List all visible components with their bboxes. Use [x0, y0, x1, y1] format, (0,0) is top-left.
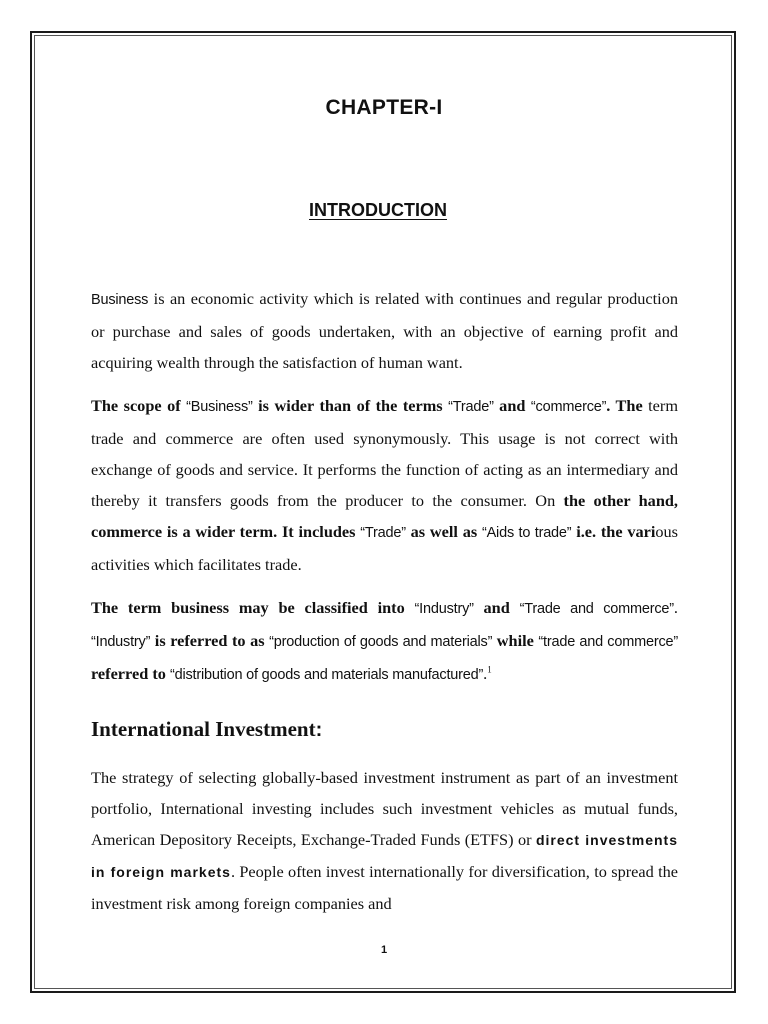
text-fragment: i.e. the vari	[571, 522, 656, 541]
text-fragment: and	[473, 598, 520, 617]
quoted-term: “distribution of goods and materials manufactured”	[169, 667, 484, 683]
heading-colon: :	[315, 719, 323, 741]
text-fragment: the other hand, commerce is a wider term. It includes	[91, 491, 678, 541]
quoted-term: “commerce”	[530, 399, 607, 415]
text-fragment: . The	[606, 396, 643, 415]
quoted-term: “Trade”	[448, 399, 494, 415]
text-fragment: is wider than of the terms	[252, 396, 449, 415]
paragraph-text: is an economic activity which is related with continues and regular production or purchase and sales of goods undertaken, with an objective of earning profit and acquiring wealth through the satisfaction of human want.	[91, 289, 678, 372]
quoted-term: “Business”	[186, 399, 253, 415]
text-fragment: .	[483, 664, 488, 683]
heading-international-investment	[91, 715, 678, 744]
page-number: 1	[380, 944, 388, 956]
paragraph-international-investment	[91, 762, 678, 919]
text-fragment: while	[492, 631, 539, 650]
quoted-term: “production of goods and materials”	[269, 634, 493, 650]
paragraph-lead-word: Business	[91, 292, 149, 308]
quoted-term: “Trade”	[360, 525, 406, 541]
text-fragment: The strategy of selecting globally-based investment instrument as part of an investment portfolio, International investing includes such investment vehicles as mutual funds, American Depository Receipts, Exchange-Traded Funds (ETFS) or	[91, 768, 678, 849]
text-fragment: .	[673, 598, 678, 617]
section-title: INTRODUCTION	[309, 200, 447, 220]
quoted-term: “Industry”	[91, 634, 151, 650]
quoted-term: “trade and commerce”	[538, 634, 679, 650]
text-fragment: The scope of	[91, 396, 187, 415]
text-fragment: term trade and commerce are often used synonymously. This usage is not correct with exchange of goods and service. It performs the function of acting as an intermediary and thereby it transfers goods from the producer to the consumer. On	[91, 396, 678, 510]
quoted-term: “Aids to trade”	[481, 525, 572, 541]
paragraph-business-definition	[91, 283, 678, 378]
text-fragment: referred to	[91, 664, 170, 683]
text-fragment: The term business may be classified into	[91, 598, 415, 617]
text-fragment: . People often invest internationally for diversification, to spread the investment risk among foreign companies and	[91, 862, 678, 913]
text-fragment: and	[493, 396, 531, 415]
text-fragment: as well as	[405, 522, 482, 541]
chapter-title: CHAPTER-I	[325, 96, 443, 119]
heading-text: International Investment	[91, 717, 316, 741]
paragraph-scope-of-business	[91, 390, 678, 580]
quoted-term: “Trade and commerce”	[519, 601, 674, 617]
quoted-term: “Industry”	[414, 601, 474, 617]
emphasized-phrase: direct investments in foreign markets	[91, 832, 678, 880]
footnote-reference: 1	[487, 664, 492, 675]
text-fragment: ous activities which facilitates trade.	[91, 522, 678, 574]
paragraph-business-classification	[91, 592, 678, 691]
text-fragment: is referred to as	[150, 631, 270, 650]
document-body	[91, 283, 678, 931]
